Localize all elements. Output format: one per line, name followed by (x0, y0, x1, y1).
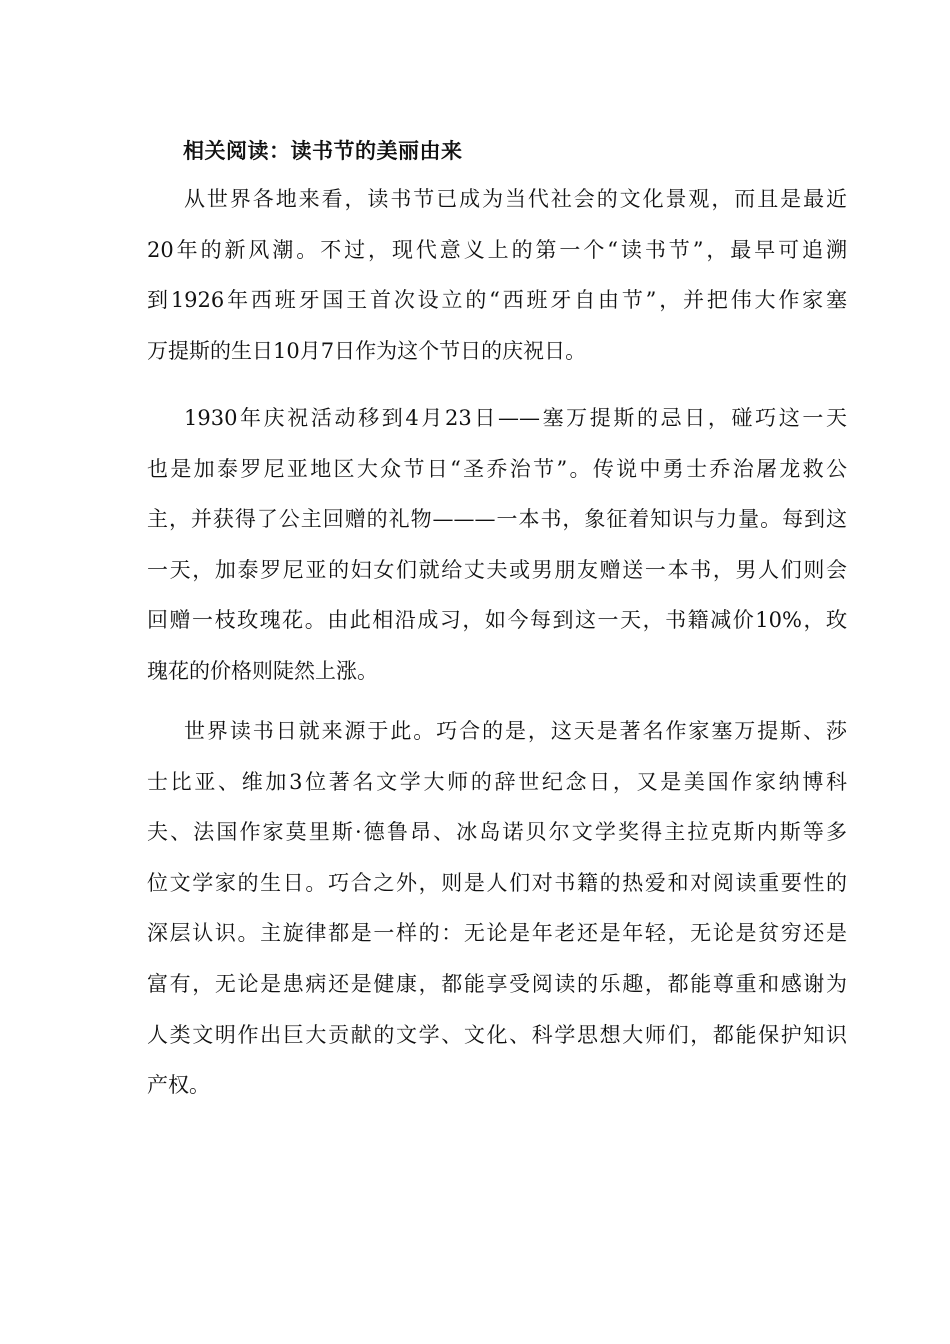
paragraph-origin (147, 174, 847, 376)
paragraph-st-george (147, 393, 847, 697)
paragraph-line: 万提斯的生日10月7日作为这个节日的庆祝日。 (147, 338, 587, 363)
paragraph-line: 夫、法国作家莫里斯·德鲁昂、冰岛诺贝尔文学奖得主拉克斯内斯等多 (147, 820, 847, 845)
paragraph-line: 也是加泰罗尼亚地区大众节日“圣乔治节”。传说中勇士乔治屠龙救公 (147, 456, 847, 481)
paragraph-line: 产权。 (147, 1073, 210, 1098)
paragraph-world-book-day (147, 706, 847, 1111)
paragraph-line: 瑰花的价格则陡然上涨。 (147, 658, 378, 683)
paragraph-line: 回赠一枝玫瑰花。由此相沿成习，如今每到这一天，书籍减价10%，玫 (147, 608, 847, 633)
paragraph-line: 人类文明作出巨大贡献的文学、文化、科学思想大师们，都能保护知识 (147, 1022, 847, 1047)
paragraph-line: 从世界各地来看，读书节已成为当代社会的文化景观，而且是最近 (184, 187, 847, 211)
paragraph-line: 1930年庆祝活动移到4月23日——塞万提斯的忌日，碰巧这一天 (184, 406, 847, 430)
paragraph-line: 到1926年西班牙国王首次设立的“西班牙自由节”，并把伟大作家塞 (147, 288, 847, 313)
paragraph-line: 20年的新风潮。不过，现代意义上的第一个“读书节”，最早可追溯 (147, 237, 847, 262)
paragraph-line: 富有，无论是患病还是健康，都能享受阅读的乐趣，都能尊重和感谢为 (147, 971, 847, 996)
article-heading: 相关阅读：读书节的美丽由来 (183, 138, 463, 163)
paragraph-line: 主，并获得了公主回赠的礼物———一本书，象征着知识与力量。每到这 (147, 507, 847, 532)
paragraph-line: 世界读书日就来源于此。巧合的是，这天是著名作家塞万提斯、莎 (184, 719, 847, 743)
paragraph-line: 位文学家的生日。巧合之外，则是人们对书籍的热爱和对阅读重要性的 (147, 870, 847, 895)
paragraph-line: 士比亚、维加3位著名文学大师的辞世纪念日，又是美国作家纳博科 (147, 769, 847, 794)
paragraph-line: 一天，加泰罗尼亚的妇女们就给丈夫或男朋友赠送一本书，男人们则会 (147, 557, 847, 582)
paragraph-line: 深层认识。主旋律都是一样的：无论是年老还是年轻，无论是贫穷还是 (147, 921, 847, 946)
